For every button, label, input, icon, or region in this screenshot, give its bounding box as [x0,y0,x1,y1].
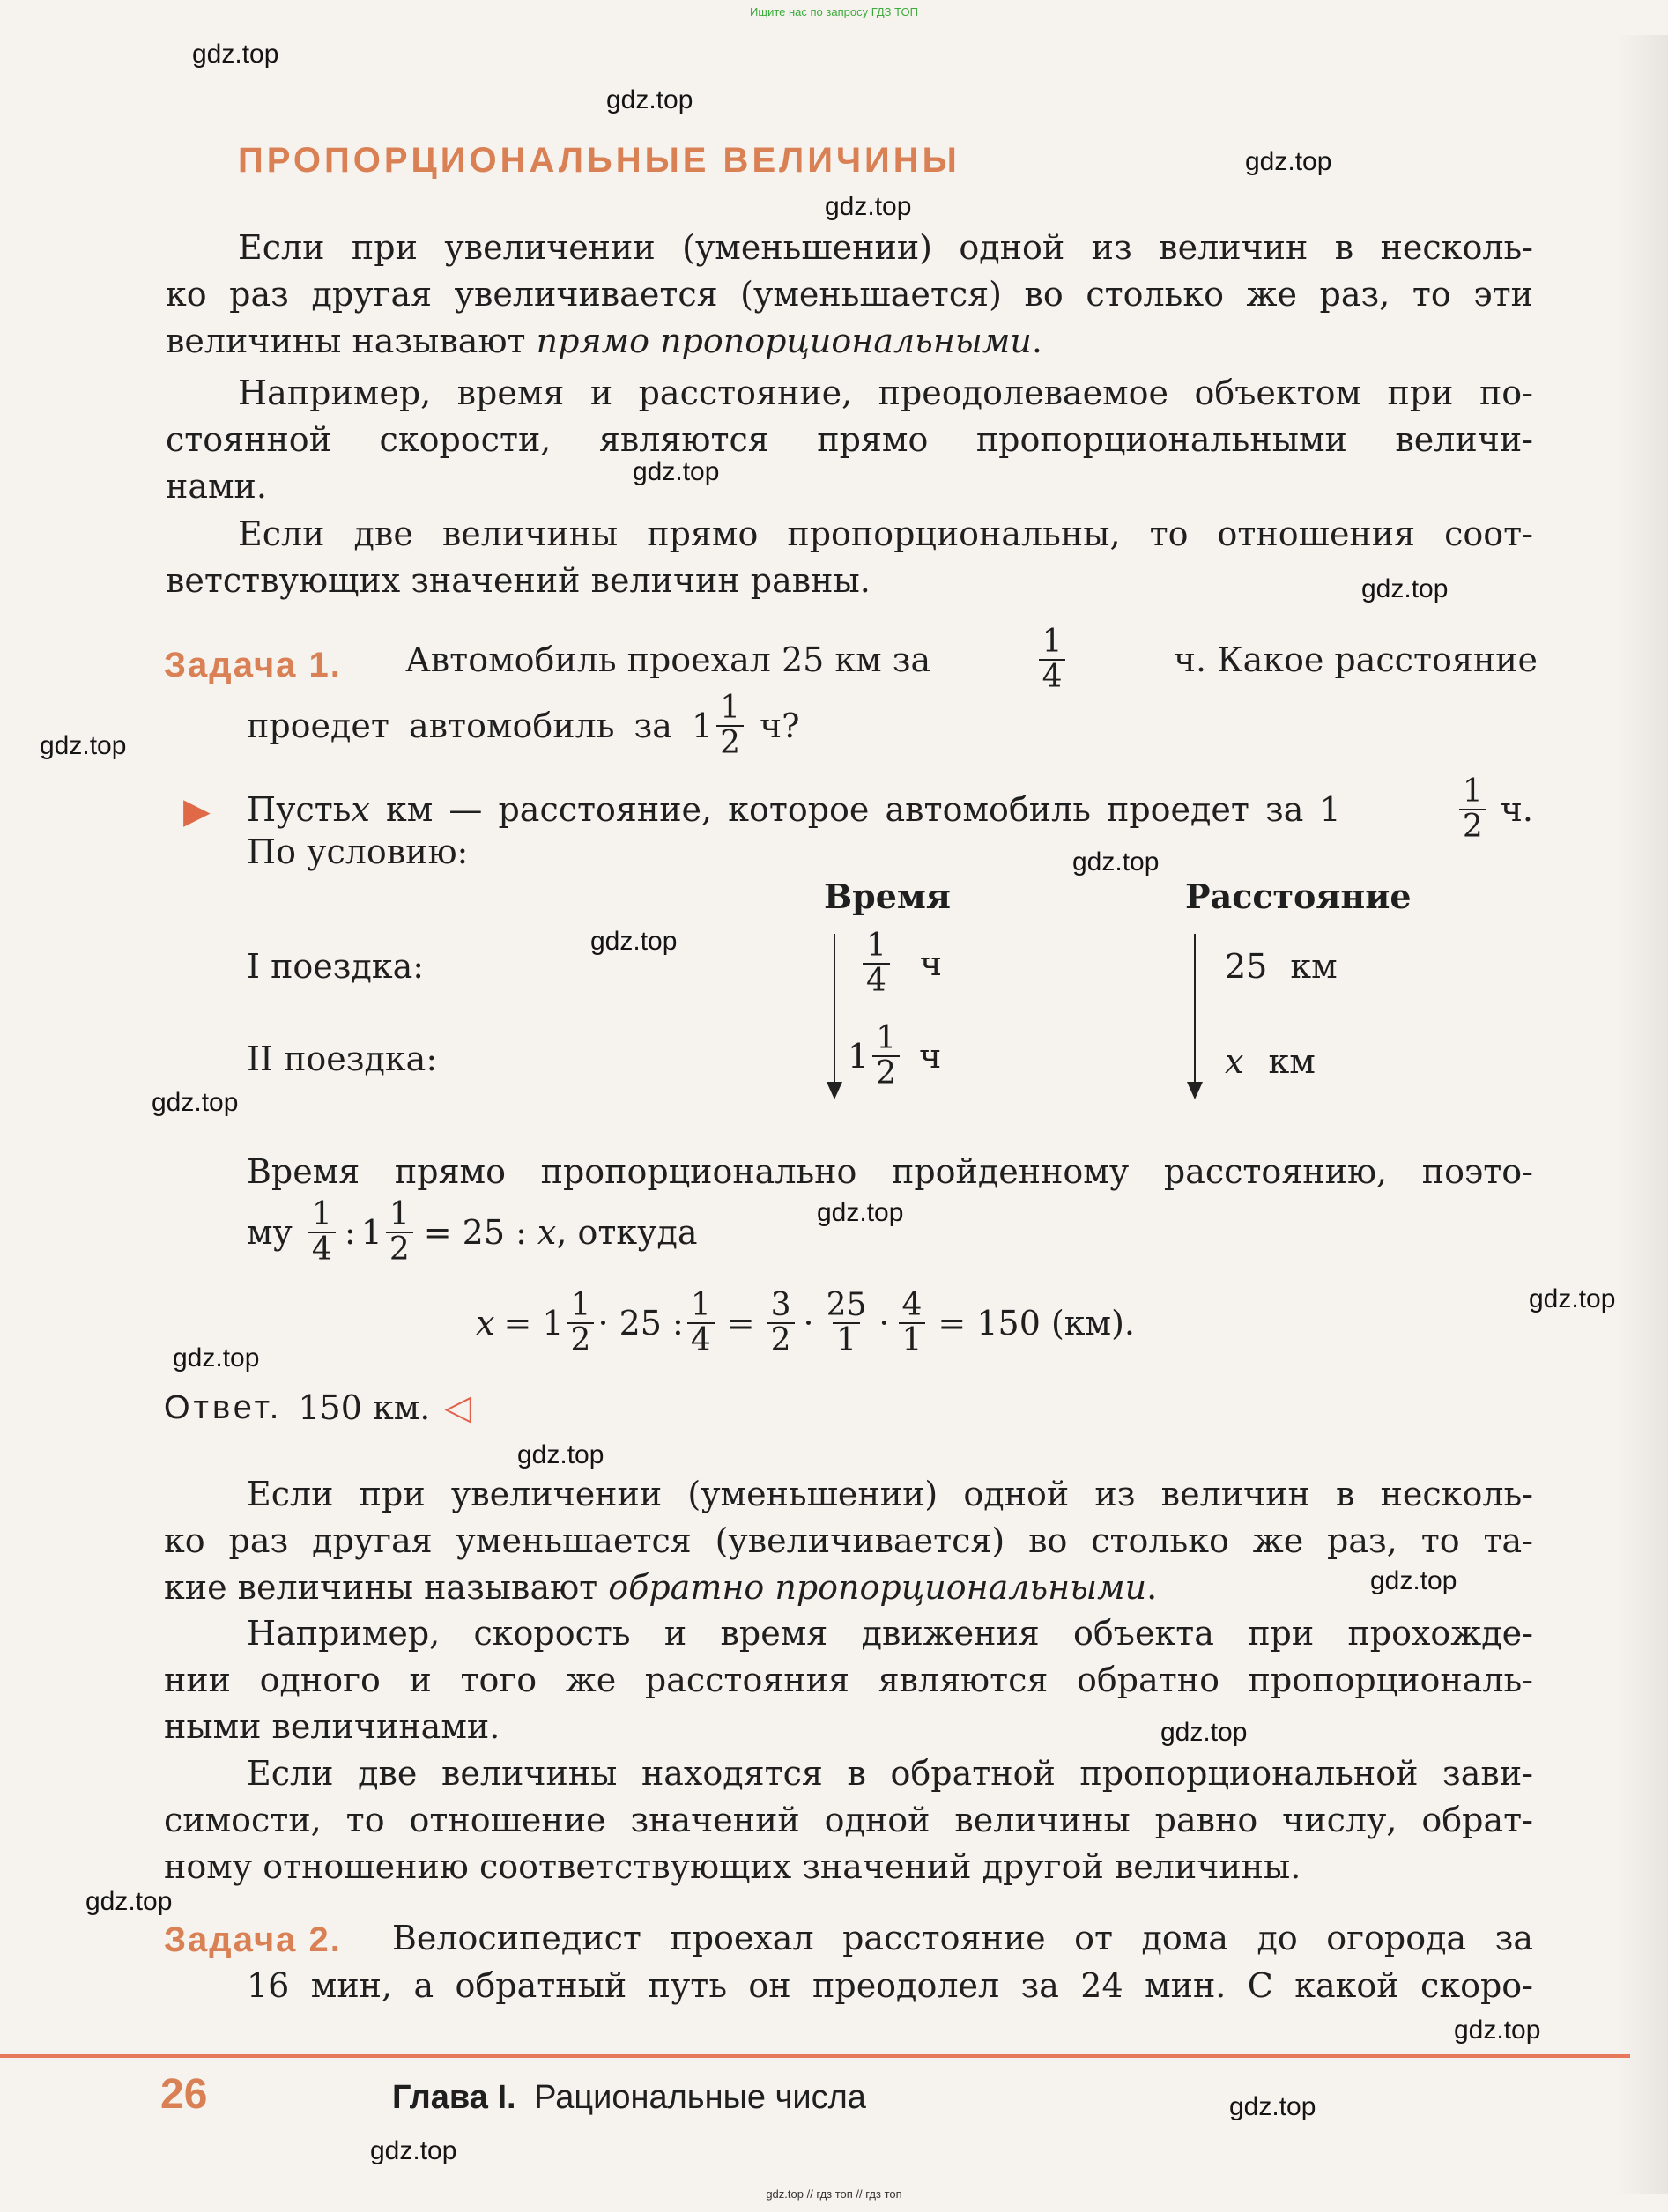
watermark: gdz.top [192,40,279,69]
distance-arrow-head [1187,1082,1203,1099]
row2-label: II поездка: [247,1039,438,1078]
text-line: Например, время и расстояние, преодолеваемое объектом при по- [238,374,1533,412]
text-line: ко раз другая увеличивается (уменьшается) во столько же раз, то эти [166,275,1533,314]
page-edge-shadow [1615,35,1668,2194]
text-line: ветствующих значений величин равны. [166,561,871,600]
row1-distance: 25 км [1225,947,1338,986]
text-line: ными величинами. [164,1707,500,1746]
reasoning-line: Время прямо пропорционально пройденному расстоянию, поэто- [247,1152,1533,1191]
solution-start-icon: ▶ [183,791,211,832]
bottom-note: gdz.top // гдз топ // гдз топ [766,2187,902,2201]
row2-distance: x км [1225,1042,1316,1081]
row1-label: I поездка: [247,947,425,986]
text-line: симости, то отношение значений одной величины равно числу, обрат- [164,1801,1533,1839]
column-time: Время [824,877,951,916]
text-line: нами. [166,467,267,506]
page-number: 26 [160,2071,208,2118]
text-line: Например, скорость и время движения объекта при прохожде- [247,1614,1533,1653]
text-line: нии одного и того же расстояния являются обратно пропорциональ- [164,1661,1533,1699]
watermark: gdz.top [825,192,912,221]
watermark: gdz.top [1072,847,1160,877]
fraction: $\frac{1}{4}$ [308,1198,336,1267]
proportion-equation: му $\frac{1}{4}$ : 1 $\frac{1}{2}$ = 25 : x , откуда [247,1196,698,1268]
footer-rule [0,2054,1630,2058]
watermark: gdz.top [633,457,720,486]
watermark: gdz.top [1454,2016,1541,2045]
watermark: gdz.top [1370,1566,1457,1595]
fraction: $\frac{1}{2}$ [386,1198,413,1267]
text-line: кие величины называют обратно пропорциональными. [164,1568,1158,1607]
time-arrow [834,934,835,1084]
task2-label: Задача 2. [164,1920,342,1959]
task1-statement: Автомобиль проехал 25 км за $\frac{1}{4}$ ч. Какое расстояние [405,624,1538,695]
fraction: $\frac{1}{2}$ [1459,775,1486,844]
row1-time: $\frac{1}{4}$ ч [859,929,942,998]
row2-time: 1 $\frac{1}{2}$ ч [848,1020,942,1091]
text-line: Если две величины прямо пропорциональны, то отношения соот- [238,514,1533,553]
watermark: gdz.top [1160,1718,1248,1747]
fraction: $\frac{1}{4}$ [863,929,890,998]
task1-question: проедет автомобиль за 1 $\frac{1}{2}$ ч? [247,690,800,761]
fraction: $\frac{1}{2}$ [716,692,744,760]
fraction: $\frac{1}{4}$ [1039,625,1066,694]
example-direct [166,370,1533,511]
solution-end-icon: ◁ [444,1387,472,1428]
fraction: $\frac{25}{1}$ [826,1287,867,1358]
property-inverse [164,1750,1533,1891]
watermark: gdz.top [590,927,678,956]
task2-line: Велосипедист проехал расстояние от дома до огорода за [392,1919,1533,1957]
term-direct: прямо пропорциональными [536,322,1032,360]
watermark: gdz.top [1361,574,1449,603]
fraction: $\frac{1}{4}$ [687,1289,715,1358]
solution-condition: По условию: [247,832,469,871]
definition-inverse [164,1471,1533,1612]
text-line: стоянной скорости, являются прямо пропорциональными величи- [166,420,1533,459]
task2-line: 16 мин, а обратный путь он преодолел за 24 мин. С какой скоро- [247,1966,1533,2005]
fraction: $\frac{1}{2}$ [567,1289,595,1358]
watermark: gdz.top [1229,2092,1316,2121]
watermark: gdz.top [1529,1284,1616,1313]
section-title: ПРОПОРЦИОНАЛЬНЫЕ ВЕЛИЧИНЫ [238,141,960,180]
text-line: величины называют прямо пропорциональными. [166,322,1042,360]
text-line: Если две величины находятся в обратной пропорциональной зави- [247,1754,1533,1793]
text-line: Если при увеличении (уменьшении) одной из величин в несколь- [238,228,1533,267]
text-line: Если при увеличении (уменьшении) одной из величин в несколь- [247,1475,1533,1513]
distance-arrow [1194,934,1196,1084]
fraction: $\frac{3}{2}$ [767,1289,795,1358]
solution-intro: Пусть x км — расстояние, которое автомобиль проедет за 1 $\frac{1}{2}$ ч. [247,773,1533,845]
definition-direct [166,225,1533,366]
example-inverse [164,1610,1533,1751]
answer: Ответ. 150 км. ◁ [164,1387,472,1428]
watermark: gdz.top [1245,147,1332,176]
solution-equation: x = 1 $\frac{1}{2}$ · 25 : $\frac{1}{4}$ = $\frac{3}{2}$ · $\frac{25}{1}$ · $\frac{4}{1}$ = 150 (км). [476,1287,1135,1358]
task1-label: Задача 1. [164,646,342,684]
fraction: $\frac{1}{2}$ [872,1022,900,1091]
watermark: gdz.top [517,1440,604,1469]
fraction: $\frac{4}{1}$ [899,1289,926,1358]
term-inverse: обратно пропорциональными [608,1568,1147,1607]
watermark: gdz.top [152,1088,239,1117]
text-line: ному отношению соответствующих значений другой величины. [164,1847,1301,1886]
time-arrow-head [827,1082,842,1099]
chapter-title: Глава I. Рациональные числа [392,2079,866,2116]
watermark: gdz.top [85,1887,173,1916]
watermark: gdz.top [173,1343,260,1372]
top-note: Ищите нас по запросу ГДЗ ТОП [750,5,918,18]
watermark: gdz.top [606,85,693,115]
column-distance: Расстояние [1185,877,1412,916]
watermark: gdz.top [817,1198,904,1227]
text-line: ко раз другая уменьшается (увеличивается) во столько же раз, то та- [164,1521,1533,1560]
property-direct [166,511,1533,608]
watermark: gdz.top [370,2136,457,2165]
watermark: gdz.top [40,731,127,760]
